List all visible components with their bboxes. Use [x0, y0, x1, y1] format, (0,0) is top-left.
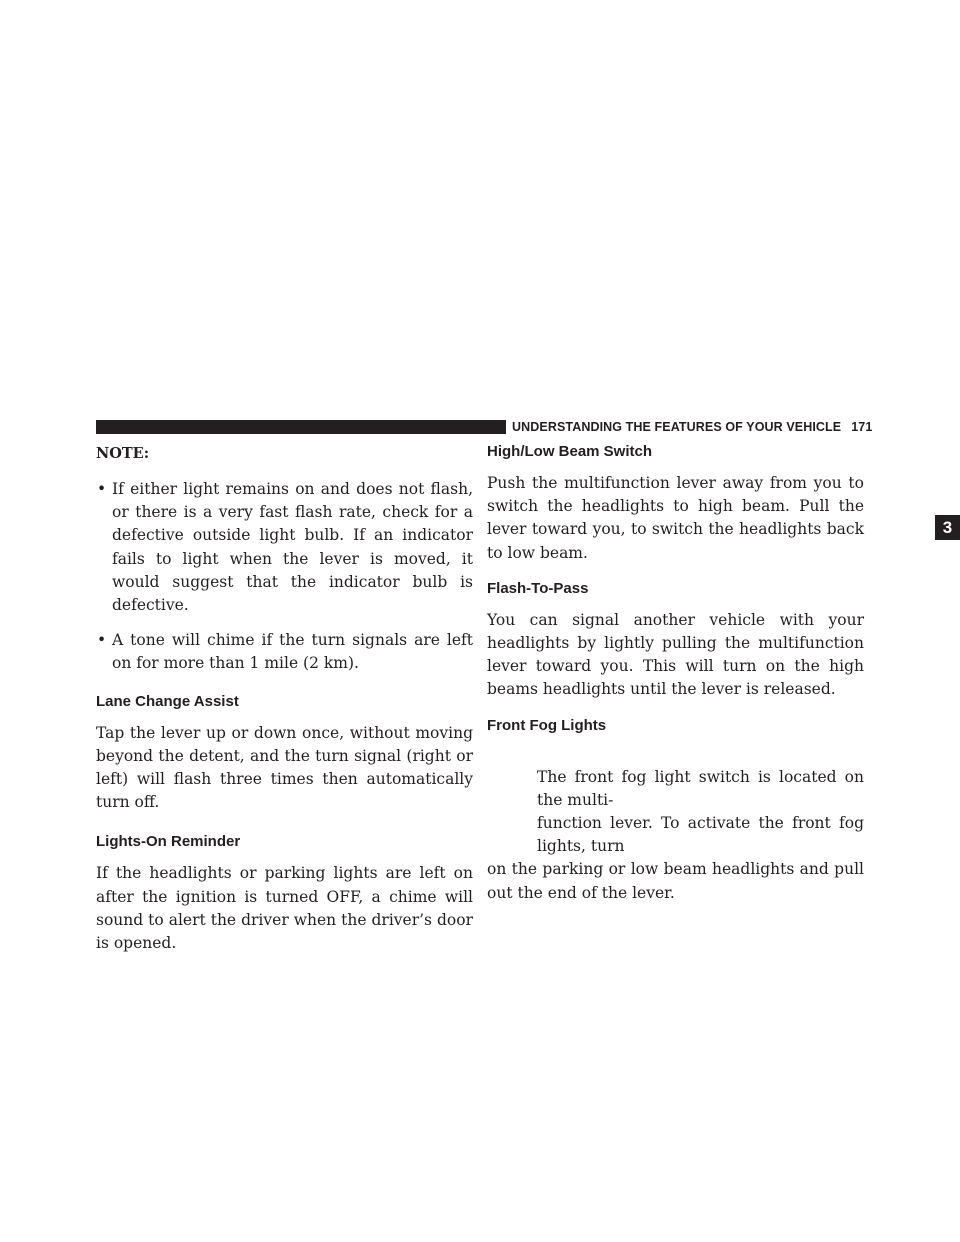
bullet-text: A tone will chime if the turn signals are left on for more than 1 mile (2 km).	[112, 631, 473, 673]
running-header	[512, 419, 873, 435]
section-heading-lights-on-reminder: Lights-On Reminder	[96, 833, 241, 851]
section-body-front-fog-lights	[487, 766, 864, 905]
fog-line-1: The front fog light switch is located on the multi-	[537, 767, 864, 809]
section-body-lane-change-assist: Tap the lever up or down once, without moving beyond the detent, and the turn signal (right or left) will flash three times then automatically turn off.	[96, 723, 473, 812]
chapter-title: UNDERSTANDING THE FEATURES OF YOUR VEHICLE	[512, 420, 842, 434]
bullet-icon: •	[97, 480, 107, 498]
section-heading-high-low-beam: High/Low Beam Switch	[487, 443, 653, 460]
section-heading-lane-change-assist: Lane Change Assist	[96, 692, 239, 710]
fog-line-2: function lever. To activate the front fog lights, turn	[537, 814, 864, 856]
note-bullet	[96, 478, 473, 617]
section-body-flash-to-pass: You can signal another vehicle with your headlights by lightly pulling the multifunction lever toward you. This will turn on the high beams headlights until the lever is released.	[487, 610, 864, 699]
chapter-tab: 3	[935, 515, 960, 540]
bullet-icon: •	[97, 631, 107, 650]
fog-line-rest: on the parking or low beam headlights and pull out the end of the lever.	[487, 860, 864, 902]
left-column	[96, 442, 473, 969]
section-body-high-low-beam: Push the multifunction lever away from you to switch the headlights to high beam. Pull the lever toward you, to switch the headlights back to low beam.	[487, 474, 864, 562]
header-rule	[96, 420, 506, 434]
section-body-lights-on-reminder: If the headlights or parking lights are left on after the ignition is turned OFF, a chime will sound to alert the driver when the driver’s door is opened.	[96, 864, 473, 953]
note-bullet	[96, 629, 473, 675]
section-heading-front-fog-lights: Front Fog Lights	[487, 716, 607, 734]
right-column	[487, 442, 864, 919]
note-label: NOTE:	[96, 445, 150, 462]
bullet-text: If either light remains on and does not flash, or there is a very fast flash rate, check for a defective outside light bulb. If an indicator fails to light when the lever is moved, it would suggest that the indicator bulb is defective.	[112, 480, 473, 615]
page-number: 171	[851, 420, 873, 434]
section-heading-flash-to-pass: Flash-To-Pass	[487, 579, 589, 597]
